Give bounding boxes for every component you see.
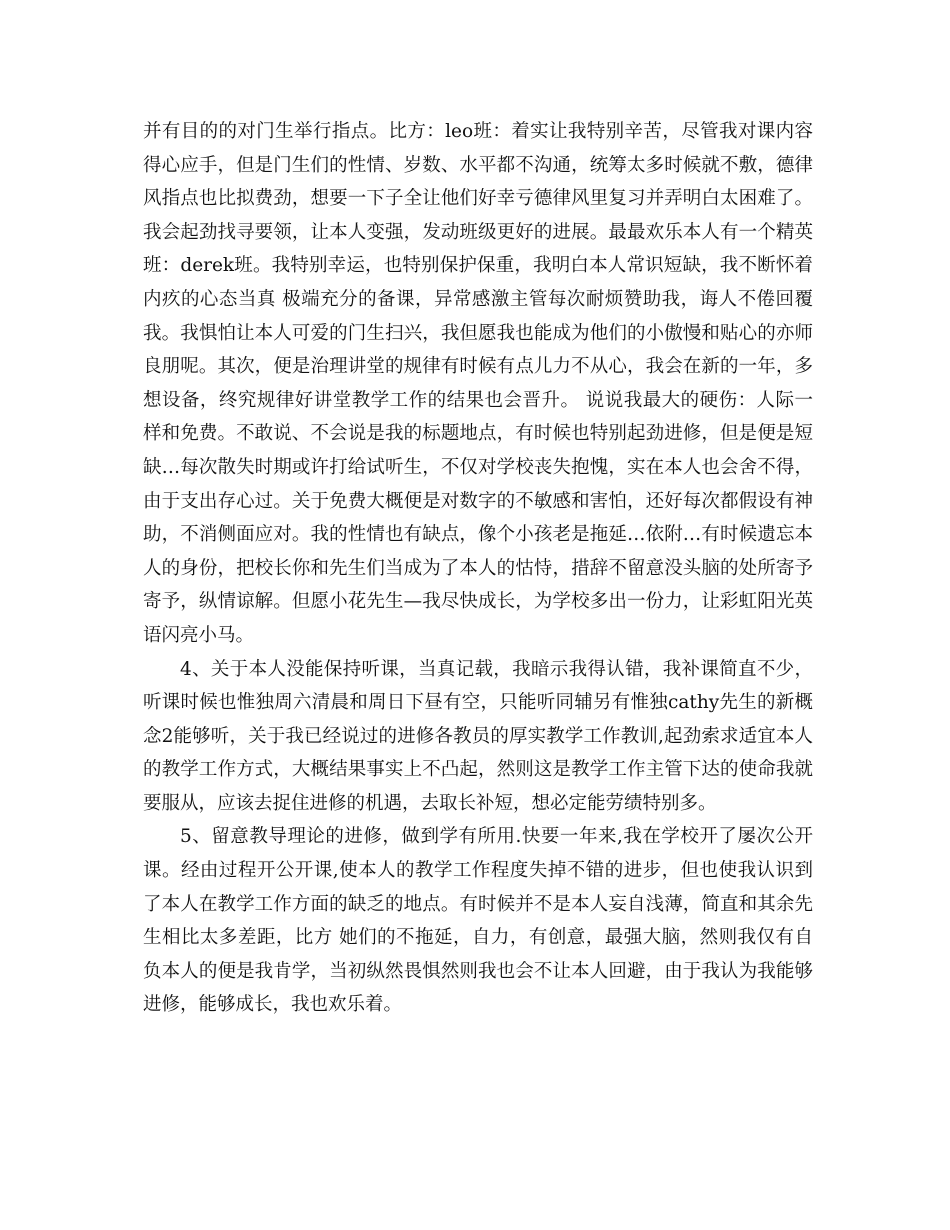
paragraph-continuation: 并有目的的对门生举行指点。比方：leo班：着实让我特别辛苦，尽管我对课内容得心应手，但是门生们的性情、岁数、水平都不沟通，统筹太多时候就不敷，德律风指点也比拟费劲，想要一下子全让他们好幸亏德律风里复习并弄明白太困难了。我会起劲找寻要领，让本人变强，发动班级更好的进展。最最欢乐本人有一个精英班：derek班。我特别幸运，也特别保护保重，我明白本人常识短缺，我不断怀着内疚的心态当真 极端充分的备课，异常感激主管每次耐烦赞助我，诲人不倦回覆我。我惧怕让本人可爱的门生扫兴，我但愿我也能成为他们的小傲慢和贴心的亦师良朋呢。其次，便是治理讲堂的规律有时候有点儿力不从心，我会在新的一年，多想设备，终究规律好讲堂教学工作的结果也会晋升。 说说我最大的硬伤：人际一样和免费。不敢说、不会说是我的标题地点，有时候也特别起劲进修，但是便是短缺…每次散失时期或许打给试听生，不仅对学校丧失抱愧，实在本人也会舍不得，由于支出存心过。关于免费大概便是对数字的不敏感和害怕，还好每次都假设有神助，不消侧面应对。我的性情也有缺点，像个小孩老是拖延…依附…有时候遗忘本人的身份，把校长你和先生们当成为了本人的怙恃，措辞不留意没头脑的处所寄予寄予，纵情谅解。但愿小花先生—我尽快成长，为学校多出一份力，让彩虹阳光英语闪亮小马。 [143,121,813,646]
paragraph-item-4: 4、关于本人没能保持听课，当真记载，我暗示我得认错，我补课简直不少，听课时候也惟独周六清晨和周日下昼有空，只能听同辅另有惟独cathy先生的新概念2能够听，关于我已经说过的进修各教员的厚实教学工作教训,起劲索求适宜本人的教学工作方式，大概结果事实上不凸起，然则这是教学工作主管下达的使命我就要服从，应该去捉住进修的机遇，去取长补短，想必定能劳绩特别多。 [143,658,813,814]
document-body [143,115,813,1022]
paragraph-item-5: 5、留意教导理论的进修，做到学有所用.快要一年来,我在学校开了屡次公开课。经由过程开公开课,使本人的教学工作程度失掉不错的进步，但也使我认识到了本人在教学工作方面的缺乏的地点。有时候并不是本人妄自浅薄，简直和其余先生相比太多差距，比方 她们的不拖延，自力，有创意，最强大脑，然则我仅有自负本人的便是我肯学，当初纵然畏惧然则我也会不让本人回避，由于我认为我能够进修，能够成长，我也欢乐着。 [143,826,813,1016]
